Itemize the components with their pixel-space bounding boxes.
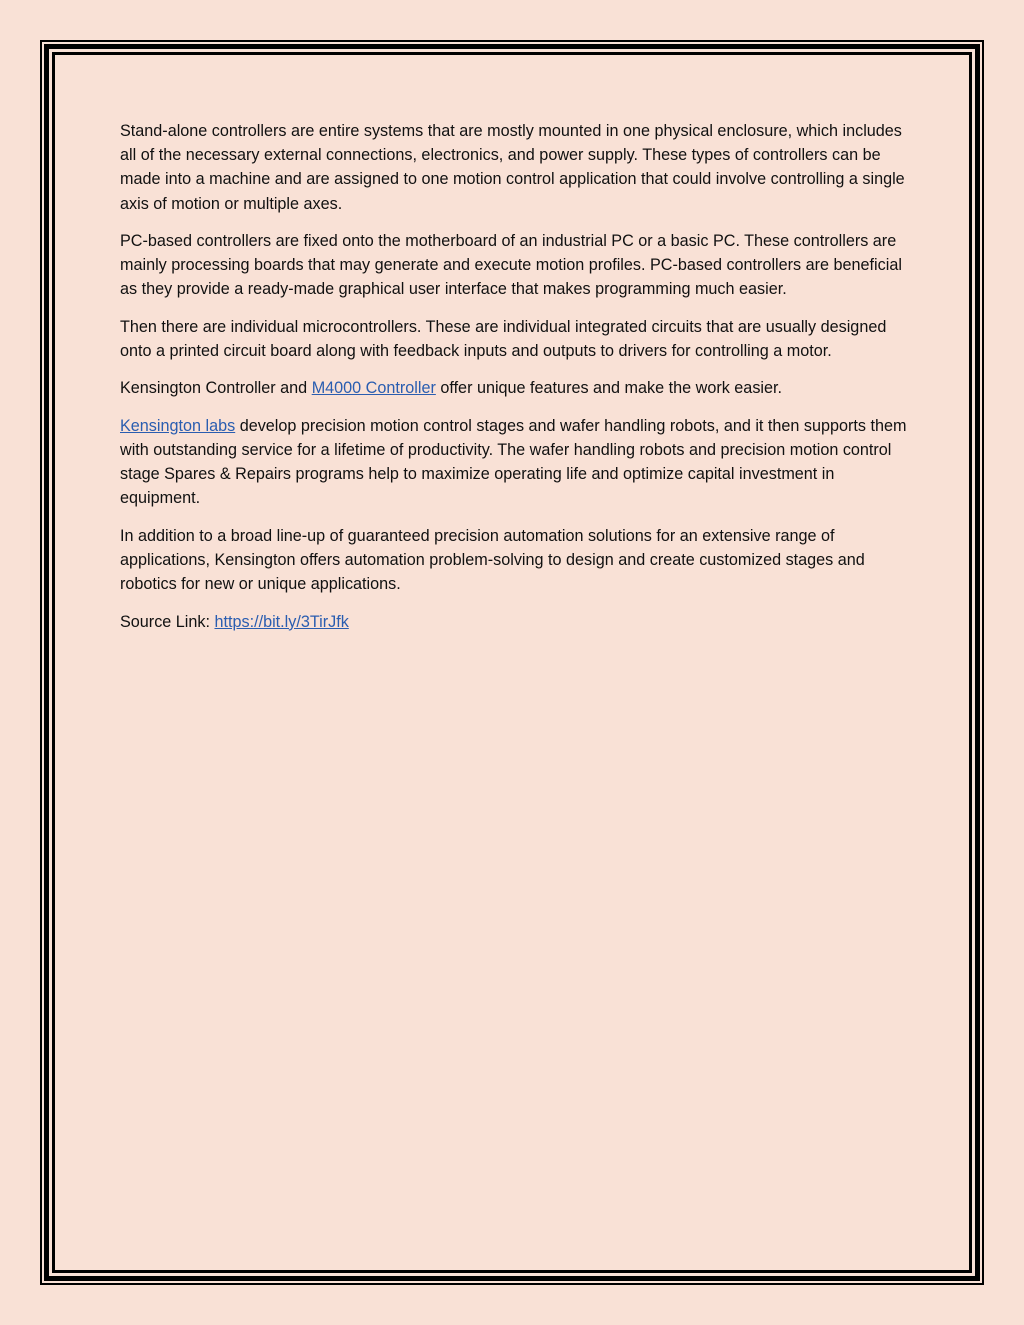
source-link-line: [120, 610, 910, 634]
m4000-controller-link[interactable]: M4000 Controller: [311, 379, 436, 398]
source-link[interactable]: https://bit.ly/3TirJfk: [214, 612, 349, 631]
paragraph-microcontrollers: Then there are individual microcontrollers. These are individual integrated circuits that are usually designed onto a printed circuit board along with feedback inputs and outputs to drivers for controlling a motor.: [120, 317, 887, 360]
paragraph-kensington-labs: [120, 414, 910, 511]
paragraph-text: Kensington Controller and: [120, 379, 312, 398]
paragraph-text: develop precision motion control stages and wafer handling robots, and it then supports them with outstanding service for a lifetime of productivity. The wafer handling robots and precision motion control stage Spares & Repairs programs help to maximize operating life and optimize capital investment in equipment.: [120, 416, 907, 508]
paragraph-kensington-controller: [120, 376, 910, 400]
document-body: [120, 119, 910, 647]
paragraph-pc-based-controllers: PC-based controllers are fixed onto the motherboard of an industrial PC or a basic PC. These controllers are mainly processing boards that may generate and execute motion profiles. PC-based controllers are beneficial as they provide a ready-made graphical user interface that makes programming much easier.: [120, 232, 902, 299]
paragraph-standalone-controllers: Stand-alone controllers are entire systems that are mostly mounted in one physical enclosure, which includes all of the necessary external connections, electronics, and power supply. These types of controllers can be made into a machine and are assigned to one motion control application that could involve controlling a single axis of motion or multiple axes.: [120, 122, 905, 213]
paragraph-automation-solutions: In addition to a broad line-up of guaranteed precision automation solutions for an extensive range of applications, Kensington offers automation problem-solving to design and create customized stages and robotics for new or unique applications.: [120, 526, 865, 594]
source-link-label: Source Link:: [120, 612, 215, 631]
paragraph-text: offer unique features and make the work easier.: [435, 379, 783, 398]
kensington-labs-link[interactable]: Kensington labs: [120, 416, 236, 435]
